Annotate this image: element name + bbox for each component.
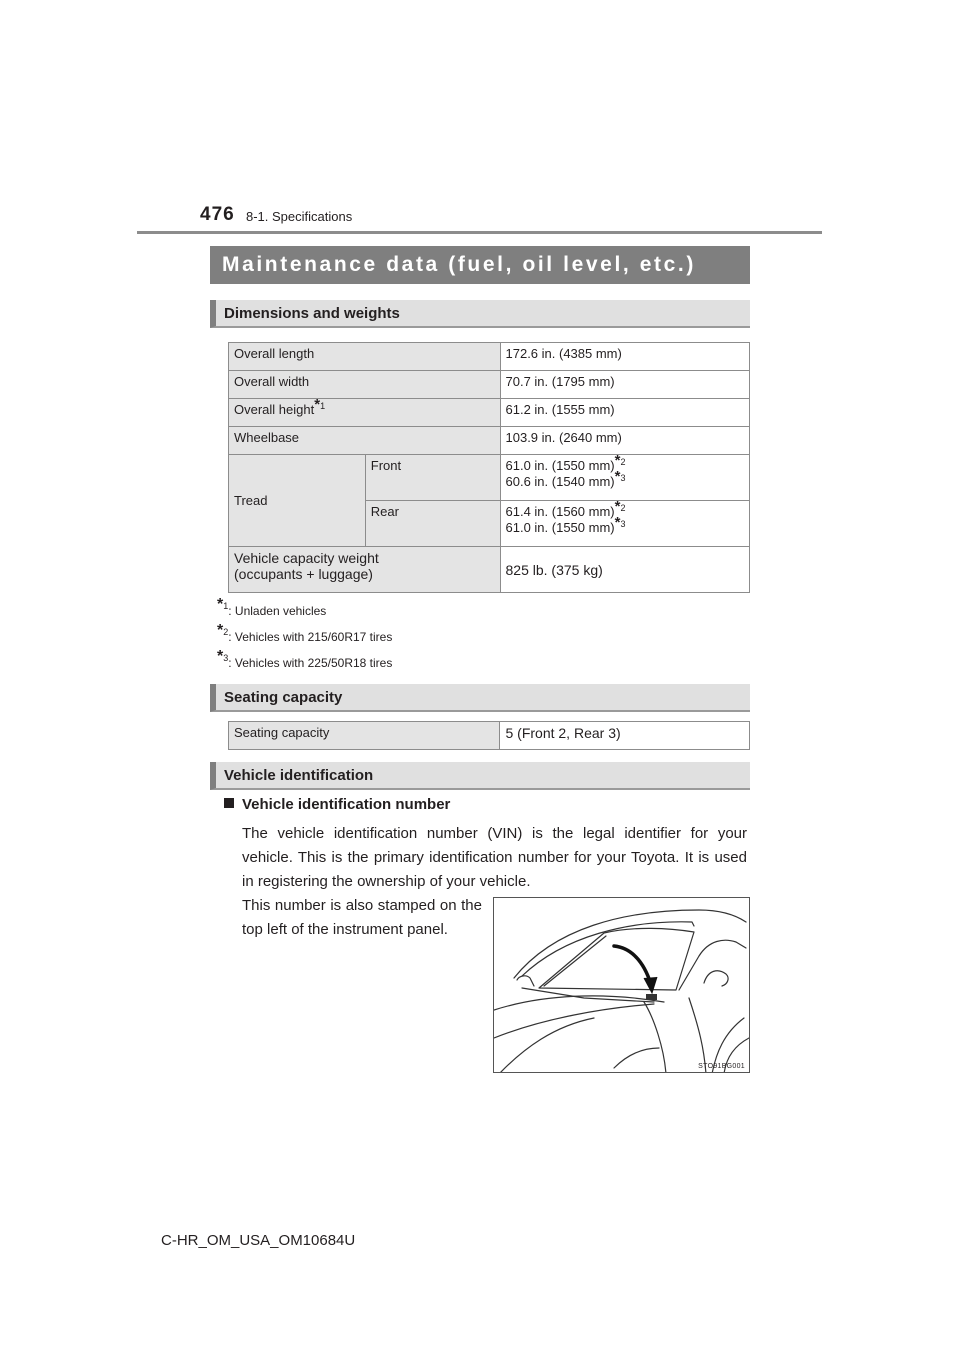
car-illustration	[494, 898, 750, 1073]
seating-heading: Seating capacity	[210, 684, 750, 712]
header-divider	[137, 231, 822, 234]
footnote-3: $^{*3}$: Vehicles with 225/50R18 tires	[217, 648, 393, 670]
overall-length-value: 172.6 in. (4385 mm)	[500, 343, 750, 371]
footnote-ref: *1	[314, 396, 326, 413]
tread-front-value: 61.0 in. (1550 mm)$^{*2}$ 60.6 in. (1540 mm)$^{*3}$	[500, 455, 750, 501]
seating-capacity-label: Seating capacity	[229, 722, 500, 750]
footnotes	[217, 596, 393, 680]
vin-location-paragraph: This number is also stamped on the top left of the instrument panel.	[242, 897, 482, 938]
wheelbase-value: 103.9 in. (2640 mm)	[500, 427, 750, 455]
table-row	[229, 399, 750, 427]
overall-width-value: 70.7 in. (1795 mm)	[500, 371, 750, 399]
overall-height-label-text: Overall height	[234, 402, 315, 417]
tread-rear-value: 61.4 in. (1560 mm)$^{*2}$ 61.0 in. (1550 mm)$^{*3}$	[500, 501, 750, 547]
table-row	[229, 722, 750, 750]
vin-subheading: Vehicle identification number	[224, 796, 450, 813]
square-bullet-icon	[224, 798, 234, 808]
capacity-weight-value: 825 lb. (375 kg)	[500, 547, 750, 593]
dimensions-table	[228, 342, 750, 593]
page-number: 476	[200, 204, 235, 225]
footnote-1: $^{*1}$: Unladen vehicles	[217, 596, 327, 618]
vehicle-id-heading: Vehicle identification	[210, 762, 750, 790]
capacity-weight-label: Vehicle capacity weight (occupants + luggage)	[229, 547, 501, 593]
wheelbase-label: Wheelbase	[229, 427, 501, 455]
seating-capacity-value: 5 (Front 2, Rear 3)	[500, 722, 750, 750]
section-breadcrumb: 8-1. Specifications	[246, 209, 353, 224]
table-row	[229, 455, 750, 501]
overall-width-label: Overall width	[229, 371, 501, 399]
vin-location-figure	[493, 897, 750, 1073]
figure-code: STO91BG001	[698, 1063, 745, 1070]
table-row	[229, 371, 750, 399]
document-code: C-HR_OM_USA_OM10684U	[161, 1232, 356, 1249]
vin-paragraph: The vehicle identification number (VIN) is the legal identifier for your vehicle. This is the primary identification number for your Toyota. It is used in registering the ownership of your vehicle.	[242, 825, 747, 890]
tread-rear-label: Rear	[365, 501, 500, 547]
dimensions-heading: Dimensions and weights	[210, 300, 750, 328]
footnote-2: $^{*2}$: Vehicles with 215/60R17 tires	[217, 622, 393, 644]
tread-front-label: Front	[365, 455, 500, 501]
table-row	[229, 547, 750, 593]
main-title: Maintenance data (fuel, oil level, etc.)	[210, 246, 750, 284]
overall-length-label: Overall length	[229, 343, 501, 371]
table-row	[229, 343, 750, 371]
seating-table	[228, 721, 750, 750]
overall-height-value: 61.2 in. (1555 mm)	[500, 399, 750, 427]
overall-height-label	[229, 396, 501, 427]
table-row	[229, 427, 750, 455]
tread-label: Tread	[229, 455, 366, 547]
